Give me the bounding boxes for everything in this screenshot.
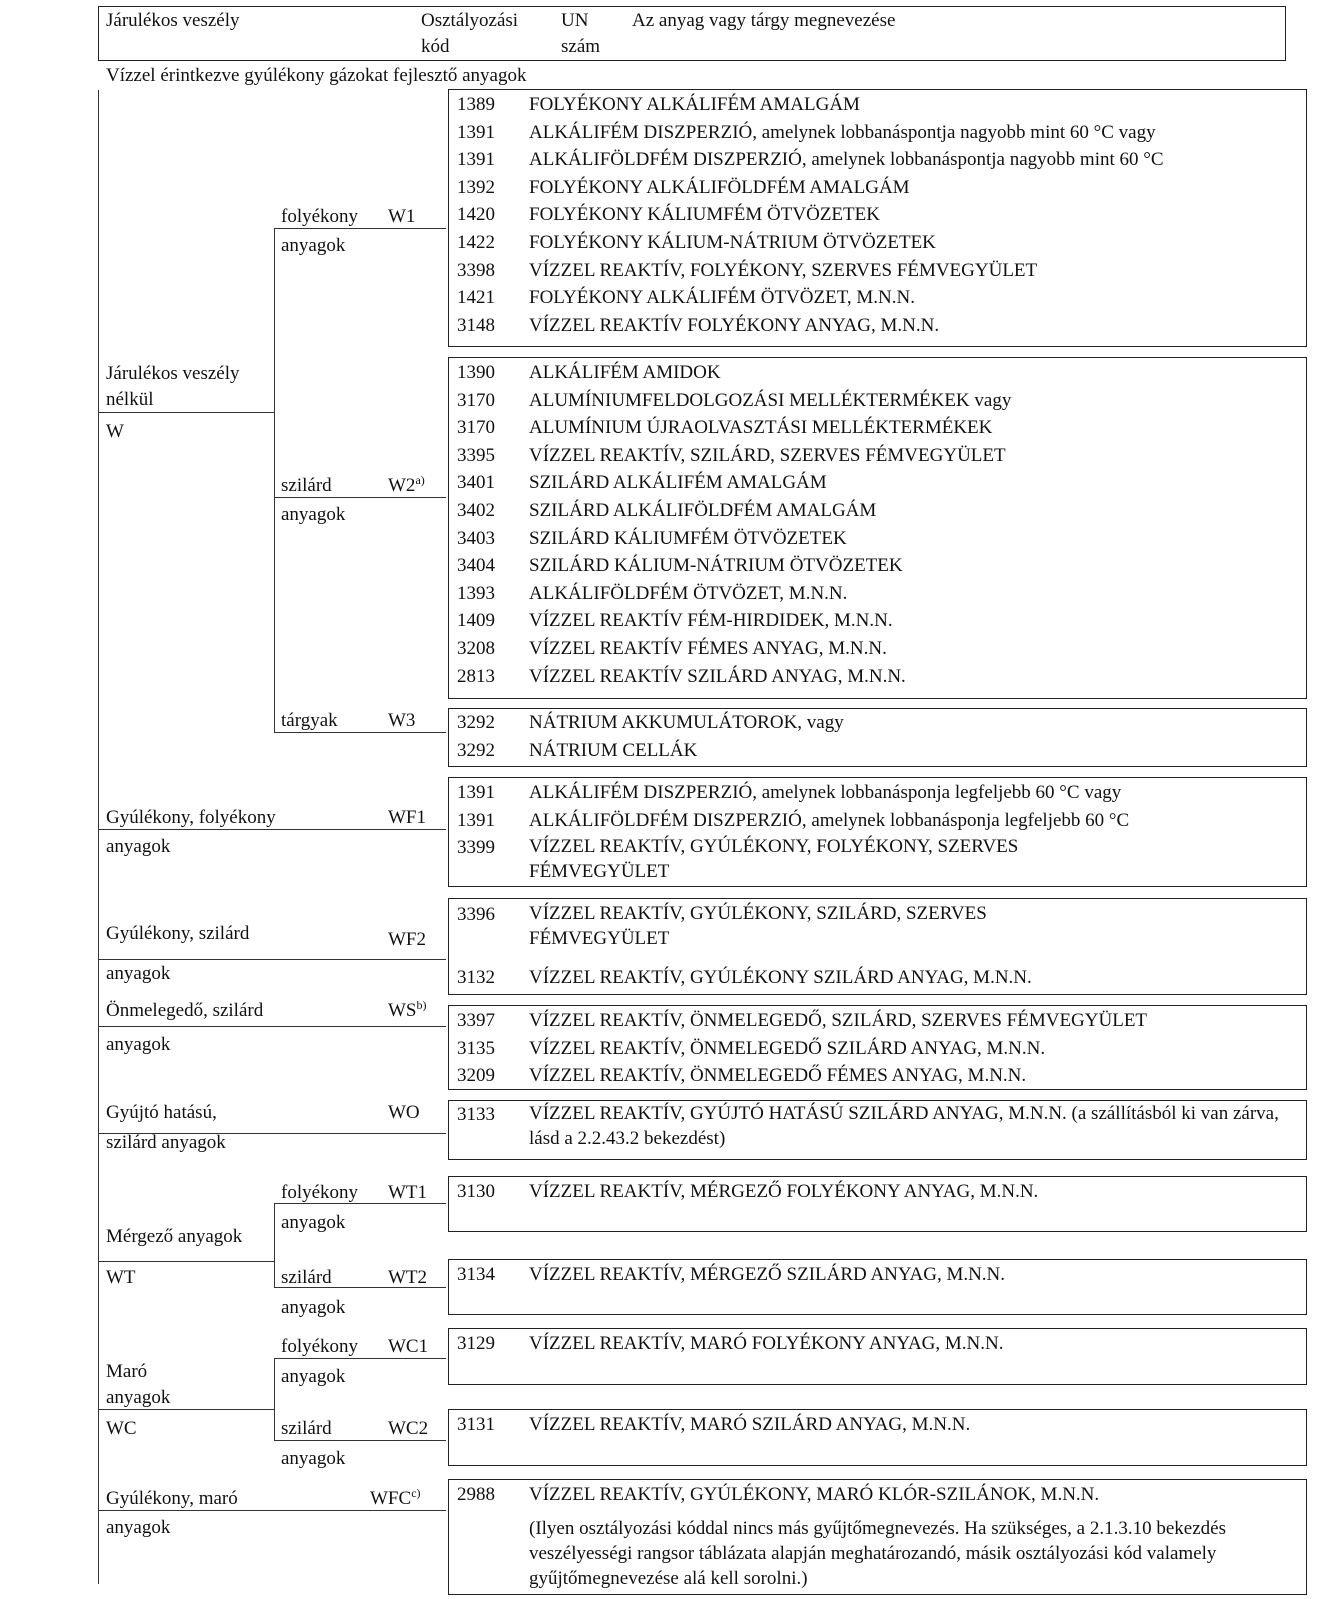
label-wc2-2: anyagok xyxy=(281,1448,346,1469)
un-number: 3208 xyxy=(457,638,495,659)
substance-name: ALKÁLIFÉM DISZPERZIÓ, amelynek lobbanásponja legfeljebb 60 °C vagy xyxy=(529,782,1122,803)
code-w1: W1 xyxy=(388,206,416,227)
group-box-wfc xyxy=(448,1479,1307,1595)
substance-name: SZILÁRD KÁLIUM-NÁTRIUM ÖTVÖZETEK xyxy=(529,555,903,577)
label-wf1: Gyúlékony, folyékony xyxy=(106,807,276,828)
substance-name: SZILÁRD KÁLIUMFÉM ÖTVÖZETEK xyxy=(529,527,847,549)
tree-line-wt xyxy=(274,1203,275,1287)
un-number: 2988 xyxy=(457,1484,495,1505)
header-col-un: UN xyxy=(561,10,589,31)
label-wc2: szilárd xyxy=(281,1418,332,1439)
group-box-w3 xyxy=(448,708,1307,767)
substance-name: FOLYÉKONY ALKÁLIFÉM AMALGÁM xyxy=(529,94,860,115)
code-ws-footnote: b) xyxy=(416,998,427,1012)
substance-name: ALKÁLIFÖLDFÉM ÖTVÖZET, M.N.N. xyxy=(529,582,848,604)
substance-name: VÍZZEL REAKTÍV FOLYÉKONY ANYAG, M.N.N. xyxy=(529,314,940,336)
code-wfc xyxy=(370,1487,421,1511)
un-number: 3292 xyxy=(457,712,495,733)
label-wt2: szilárd xyxy=(281,1267,332,1288)
un-number: 3209 xyxy=(457,1065,495,1087)
group-box-wc2 xyxy=(448,1409,1307,1466)
un-number: 1389 xyxy=(457,94,495,115)
group-box-wf1 xyxy=(448,777,1307,887)
section-title: Vízzel érintkezve gyúlékony gázokat fejlesztő anyagok xyxy=(106,65,527,86)
un-number: 1420 xyxy=(457,204,495,226)
header-col-un-2: szám xyxy=(561,36,601,57)
un-number: 3292 xyxy=(457,739,495,761)
un-number: 3133 xyxy=(457,1104,495,1125)
substance-name: VÍZZEL REAKTÍV, MARÓ SZILÁRD ANYAG, M.N.N. xyxy=(529,1414,971,1435)
label-wfc-2: anyagok xyxy=(106,1517,171,1538)
label-wc: Maró xyxy=(106,1361,148,1382)
code-w2 xyxy=(388,474,425,498)
header-col-code-2: kód xyxy=(421,36,450,57)
substance-name: VÍZZEL REAKTÍV, MÉRGEZŐ FOLYÉKONY ANYAG, M.N.N. xyxy=(529,1181,1039,1202)
group-box-ws xyxy=(448,1005,1307,1090)
substance-name: FOLYÉKONY KÁLIUM-NÁTRIUM ÖTVÖZETEK xyxy=(529,232,936,253)
code-w3: W3 xyxy=(388,710,416,731)
substance-name: VÍZZEL REAKTÍV, GYÚLÉKONY, FOLYÉKONY, SZERVES FÉMVEGYÜLET xyxy=(529,836,1019,883)
code-wt1: WT1 xyxy=(388,1182,428,1203)
substance-name: ALKÁLIFÉM AMIDOK xyxy=(529,362,721,383)
un-number: 3404 xyxy=(457,555,495,577)
group-box-wt1 xyxy=(448,1176,1307,1232)
label-wf1-2: anyagok xyxy=(106,836,171,857)
un-number: 3134 xyxy=(457,1264,495,1285)
substance-name: SZILÁRD ALKÁLIFÖLDFÉM AMALGÁM xyxy=(529,500,877,521)
un-number: 1421 xyxy=(457,287,495,309)
tree-line-w xyxy=(274,228,275,732)
group-box-wo xyxy=(448,1100,1307,1160)
substance-name: ALKÁLIFÖLDFÉM DISZPERZIÓ, amelynek lobbanáspontja nagyobb mint 60 °C xyxy=(529,149,1164,171)
label-w1-2: anyagok xyxy=(281,235,346,256)
substance-name: VÍZZEL REAKTÍV, SZILÁRD, SZERVES FÉMVEGYÜLET xyxy=(529,444,1006,466)
un-number: 1391 xyxy=(457,782,495,803)
wfc-note: (Ilyen osztályozási kóddal nincs más gyűjtőmegnevezés. Ha szükséges, a 2.1.3.10 bekezdés veszélyességi rangsor táblázata alapján meghatározandó, másik osztályozási kód valamely gyűjtőmegnevezése alá kell sorolni.) xyxy=(529,1518,1226,1589)
substance-name: VÍZZEL REAKTÍV, GYÚLÉKONY, MARÓ KLÓR-SZILÁNOK, M.N.N. xyxy=(529,1484,1100,1505)
tree-line-main xyxy=(98,90,99,784)
un-number: 3170 xyxy=(457,389,495,411)
code-wc1: WC1 xyxy=(388,1336,429,1357)
substance-name: VÍZZEL REAKTÍV, MARÓ FOLYÉKONY ANYAG, M.N.N. xyxy=(529,1333,1004,1354)
code-wfc-footnote: c) xyxy=(411,1486,421,1500)
substance-name: FOLYÉKONY KÁLIUMFÉM ÖTVÖZETEK xyxy=(529,204,880,226)
label-wt: Mérgező anyagok xyxy=(106,1226,243,1247)
label-wo: Gyújtó hatású, xyxy=(106,1102,217,1123)
un-number: 3395 xyxy=(457,444,495,466)
label-wt1: folyékony xyxy=(281,1182,359,1203)
un-number: 3131 xyxy=(457,1414,495,1435)
code-wfc-text: WFC xyxy=(370,1488,412,1509)
un-number: 1391 xyxy=(457,121,495,143)
substance-name: VÍZZEL REAKTÍV, GYÚLÉKONY, SZILÁRD, SZERVES FÉMVEGYÜLET xyxy=(529,903,987,949)
un-number: 2813 xyxy=(457,665,495,687)
label-wf2: Gyúlékony, szilárd xyxy=(106,923,250,944)
group-box-wc1 xyxy=(448,1328,1307,1385)
un-number: 1391 xyxy=(457,149,495,171)
substance-name: ALUMÍNIUM ÚJRAOLVASZTÁSI MELLÉKTERMÉKEK xyxy=(529,417,993,439)
substance-name: NÁTRIUM CELLÁK xyxy=(529,739,698,761)
un-number: 3398 xyxy=(457,259,495,281)
divider-wf2 xyxy=(98,959,446,960)
label-ws: Önmelegedő, szilárd xyxy=(106,1000,264,1021)
label-nosub-code: W xyxy=(106,421,124,442)
label-wc-2: anyagok xyxy=(106,1387,171,1408)
substance-name: VÍZZEL REAKTÍV, MÉRGEZŐ SZILÁRD ANYAG, M.N.N. xyxy=(529,1264,1006,1285)
group-box-wt2 xyxy=(448,1259,1307,1315)
code-wf1: WF1 xyxy=(388,807,426,828)
un-number: 1391 xyxy=(457,809,495,831)
substance-name: VÍZZEL REAKTÍV, GYÚLÉKONY SZILÁRD ANYAG, M.N.N. xyxy=(529,967,1032,988)
un-number: 3403 xyxy=(457,527,495,549)
label-wfc: Gyúlékony, maró xyxy=(106,1488,238,1509)
substance-name: VÍZZEL REAKTÍV, ÖNMELEGEDŐ, SZILÁRD, SZERVES FÉMVEGYÜLET xyxy=(529,1010,1148,1031)
un-number: 3396 xyxy=(457,904,495,925)
substance-name: NÁTRIUM AKKUMULÁTOROK, vagy xyxy=(529,712,844,733)
substance-name: FOLYÉKONY ALKÁLIFÖLDFÉM AMALGÁM xyxy=(529,176,910,198)
un-number: 3397 xyxy=(457,1010,495,1031)
header-col-name: Az anyag vagy tárgy megnevezése xyxy=(632,10,896,31)
substance-name: ALUMÍNIUMFELDOLGOZÁSI MELLÉKTERMÉKEK vagy xyxy=(529,389,1012,411)
label-wt2-2: anyagok xyxy=(281,1297,346,1318)
label-wt1-2: anyagok xyxy=(281,1212,346,1233)
label-w1: folyékony xyxy=(281,206,359,227)
label-w3: tárgyak xyxy=(281,710,338,731)
label-wt-code: WT xyxy=(106,1267,136,1288)
divider-wt xyxy=(98,1261,274,1262)
code-w2-text: W2 xyxy=(388,475,416,496)
label-w2: szilárd xyxy=(281,475,332,496)
header-col-code: Osztályozási xyxy=(421,10,519,31)
code-wt2: WT2 xyxy=(388,1267,428,1288)
substance-name: VÍZZEL REAKTÍV SZILÁRD ANYAG, M.N.N. xyxy=(529,665,906,687)
substance-name: FOLYÉKONY ALKÁLIFÉM ÖTVÖZET, M.N.N. xyxy=(529,287,915,309)
group-box-wf2 xyxy=(448,898,1307,995)
substance-name: VÍZZEL REAKTÍV FÉMES ANYAG, M.N.N. xyxy=(529,638,887,659)
label-ws-2: anyagok xyxy=(106,1034,171,1055)
un-number: 3129 xyxy=(457,1333,495,1354)
label-nosub-2: nélkül xyxy=(106,389,154,410)
un-number: 3170 xyxy=(457,417,495,439)
group-box-w2 xyxy=(448,357,1307,699)
un-number: 3399 xyxy=(457,837,495,859)
code-wc2: WC2 xyxy=(388,1418,429,1439)
substance-name: VÍZZEL REAKTÍV, FOLYÉKONY, SZERVES FÉMVEGYÜLET xyxy=(529,259,1038,281)
substance-name: VÍZZEL REAKTÍV FÉM-HIRDIDEK, M.N.N. xyxy=(529,610,893,632)
substance-name: SZILÁRD ALKÁLIFÉM AMALGÁM xyxy=(529,472,827,494)
un-number: 3130 xyxy=(457,1181,495,1202)
divider-ws xyxy=(98,1026,446,1027)
substance-name: VÍZZEL REAKTÍV, GYÚJTÓ HATÁSÚ SZILÁRD ANYAG, M.N.N. (a szállításból ki van zárva, lásd a 2.2.43.2 bekezdést) xyxy=(529,1103,1279,1149)
divider-nosub xyxy=(98,412,274,413)
label-wo-2: szilárd anyagok xyxy=(106,1132,226,1153)
tree-line-wc xyxy=(274,1358,275,1440)
code-w2-footnote: a) xyxy=(415,473,425,487)
un-number: 3401 xyxy=(457,472,495,494)
substance-name: VÍZZEL REAKTÍV, ÖNMELEGEDŐ SZILÁRD ANYAG, M.N.N. xyxy=(529,1037,1046,1059)
label-wc-code: WC xyxy=(106,1418,137,1439)
code-wo: WO xyxy=(388,1102,420,1123)
code-ws-text: WS xyxy=(388,1000,417,1021)
un-number: 3135 xyxy=(457,1037,495,1059)
tree-line-left xyxy=(98,784,99,1584)
header-col-hazard: Járulékos veszély xyxy=(106,10,240,31)
code-ws xyxy=(388,999,427,1023)
un-number: 1392 xyxy=(457,176,495,198)
label-wc1-2: anyagok xyxy=(281,1366,346,1387)
un-number: 1409 xyxy=(457,610,495,632)
substance-name: VÍZZEL REAKTÍV, ÖNMELEGEDŐ FÉMES ANYAG, M.N.N. xyxy=(529,1065,1027,1087)
substance-name: ALKÁLIFÉM DISZPERZIÓ, amelynek lobbanáspontja nagyobb mint 60 °C vagy xyxy=(529,121,1156,143)
un-number: 1393 xyxy=(457,582,495,604)
substance-name: ALKÁLIFÖLDFÉM DISZPERZIÓ, amelynek lobbanásponja legfeljebb 60 °C xyxy=(529,809,1130,831)
un-number: 3402 xyxy=(457,500,495,521)
code-wf2: WF2 xyxy=(388,929,426,950)
un-number: 1390 xyxy=(457,362,495,383)
label-w2-2: anyagok xyxy=(281,504,346,525)
label-wc1: folyékony xyxy=(281,1336,359,1357)
label-nosub: Járulékos veszély xyxy=(106,363,240,384)
un-number: 3132 xyxy=(457,967,495,988)
un-number: 1422 xyxy=(457,232,495,253)
group-box-w1 xyxy=(448,89,1307,347)
un-number: 3148 xyxy=(457,314,495,336)
label-wf2-2: anyagok xyxy=(106,963,171,984)
